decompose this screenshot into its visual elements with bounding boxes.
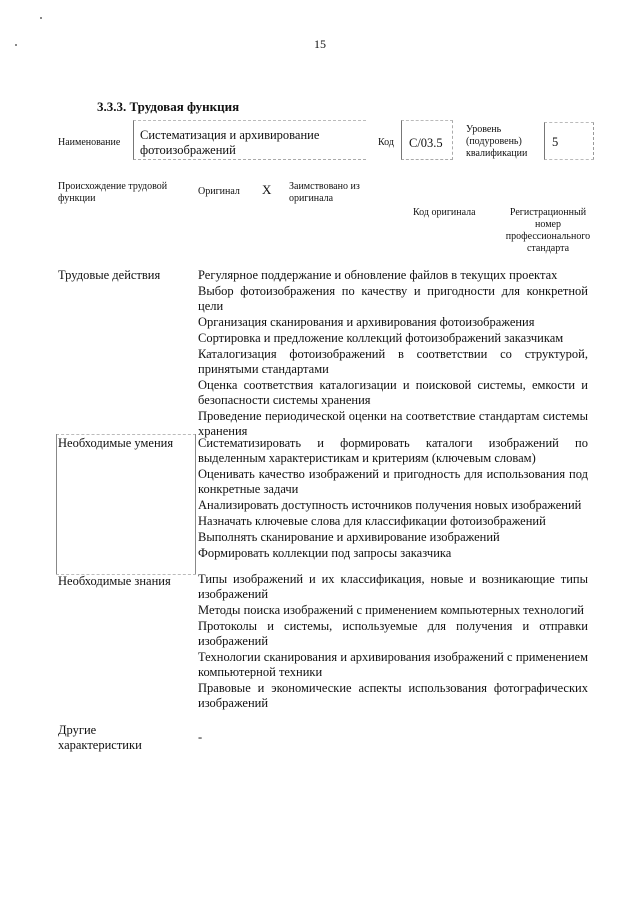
level-label: Уровень (подуровень) квалификации bbox=[466, 124, 528, 159]
code-label: Код bbox=[378, 137, 394, 148]
list-item: Правовые и экономические аспекты использования фотографических изображений bbox=[198, 681, 588, 710]
list-item: Каталогизация фотоизображений в соответствии со структурой, принятыми стандартами bbox=[198, 347, 588, 376]
name-label: Наименование bbox=[58, 137, 121, 148]
skills-list bbox=[198, 436, 588, 562]
list-item: Назначать ключевые слова для классификации фотоизображений bbox=[198, 514, 546, 528]
table-border bbox=[56, 434, 57, 574]
list-item: Сортировка и предложение коллекций фотоизображений заказчикам bbox=[198, 331, 564, 345]
table-border bbox=[195, 434, 196, 574]
code-field: C/03.5 bbox=[401, 120, 453, 160]
other-characteristics-label: Другие характеристики bbox=[58, 723, 142, 752]
other-characteristics-value bbox=[198, 730, 588, 746]
knowledge-list bbox=[198, 572, 588, 712]
list-item: Выбор фотоизображения по качеству и пригодности для конкретной цели bbox=[198, 284, 588, 313]
knowledge-label: Необходимые знания bbox=[58, 574, 171, 588]
borrowed-label: Заимствовано из оригинала bbox=[289, 181, 360, 204]
list-item: Оценка соответствия каталогизации и поисковой системы, емкости и безопасности системы хранения bbox=[198, 378, 588, 407]
original-code-label: Код оригинала bbox=[413, 207, 476, 218]
labor-actions-label: Трудовые действия bbox=[58, 268, 161, 282]
original-label: Оригинал bbox=[198, 186, 240, 197]
list-item: Оценивать качество изображений и пригодность для использования под конкретные задачи bbox=[198, 467, 588, 496]
name-field: Систематизация и архивирование фотоизображений bbox=[133, 120, 366, 160]
list-item: Организация сканирования и архивирования фотоизображения bbox=[198, 315, 535, 329]
labor-actions-list bbox=[198, 268, 588, 440]
list-item: Технологии сканирования и архивирования изображений с применением компьютерной техники bbox=[198, 650, 588, 679]
section-title: 3.3.3. Трудовая функция bbox=[97, 99, 240, 114]
level-field: 5 bbox=[544, 122, 594, 160]
list-item: Формировать коллекции под запросы заказчика bbox=[198, 546, 452, 560]
list-item: Анализировать доступность источников получения новых изображений bbox=[198, 498, 582, 512]
scan-speck bbox=[40, 17, 42, 19]
skills-label: Необходимые умения bbox=[58, 436, 174, 450]
origin-label: Происхождение трудовой функции bbox=[58, 181, 168, 204]
page-number: 15 bbox=[314, 37, 326, 51]
list-item: - bbox=[198, 730, 203, 744]
list-item: Выполнять сканирование и архивирование изображений bbox=[198, 530, 500, 544]
list-item: Проведение периодической оценки на соответствие стандартам системы хранения bbox=[198, 409, 588, 438]
original-mark: X bbox=[262, 182, 272, 197]
row-divider bbox=[56, 434, 196, 435]
reg-number-label: Регистрационный номер профессионального стандарта bbox=[505, 207, 591, 254]
list-item: Типы изображений и их классификация, новые и возникающие типы изображений bbox=[198, 572, 588, 601]
list-item: Протоколы и системы, используемые для получения и отправки изображений bbox=[198, 619, 588, 648]
list-item: Методы поиска изображений с применением компьютерных технологий bbox=[198, 603, 584, 617]
list-item: Систематизировать и формировать каталоги изображений по выделенным характеристикам и критериям (ключевым словам) bbox=[198, 436, 588, 465]
list-item: Регулярное поддержание и обновление файлов в текущих проектах bbox=[198, 268, 558, 282]
